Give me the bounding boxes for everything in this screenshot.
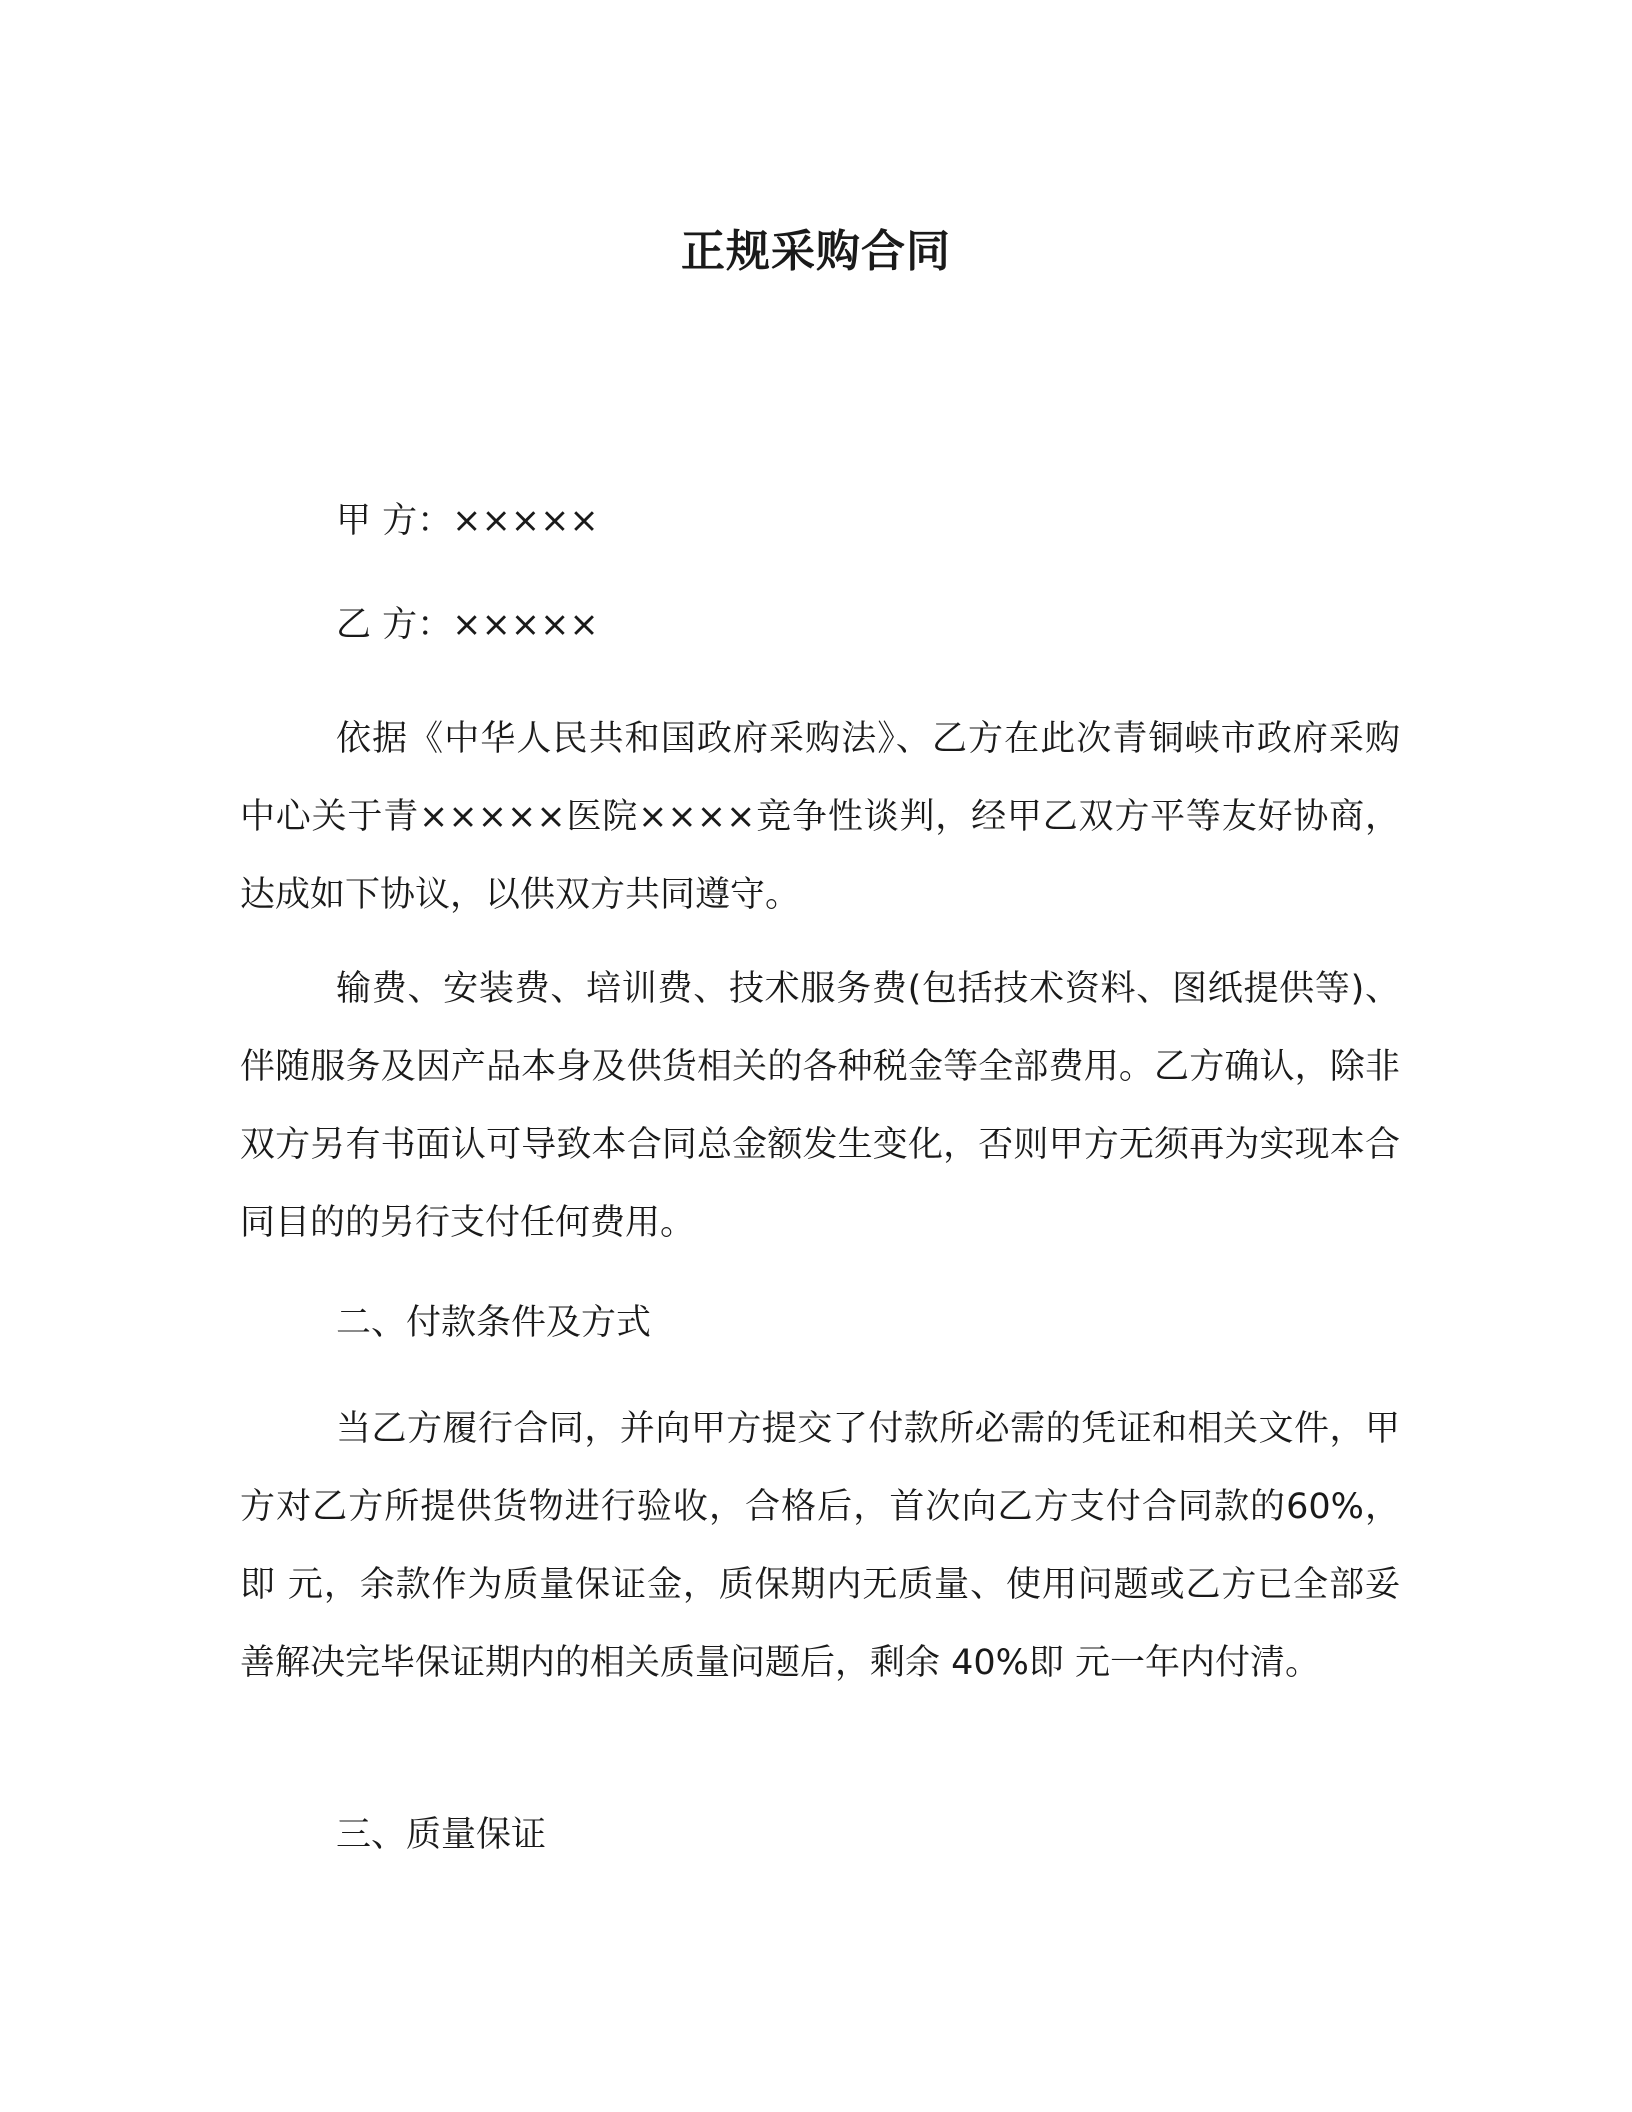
document-title: 正规采购合同 [681,226,951,277]
fees-paragraph: 输费、安装费、培训费、技术服务费(包括技术资料、图纸提供等)、伴随服务及因产品本身及供货相关的各种税金等全部费用。乙方确认，除非双方另有书面认可导致本合同总金额发生变化，否则甲方无须再为实现本合同目的的另行支付任何费用。 [240,969,1400,1243]
section-heading-payment: 二、付款条件及方式 [336,1303,652,1343]
section-heading-quality: 三、质量保证 [336,1815,547,1855]
payment-paragraph: 当乙方履行合同，并向甲方提交了付款所必需的凭证和相关文件，甲方对乙方所提供货物进行验收，合格后，首次向乙方支付合同款的60%，即 元，余款作为质量保证金，质保期内无质量、使用问题或乙方已全部妥善解决完毕保证期内的相关质量问题后，剩余 40%即 元一年内付清。 [240,1409,1400,1683]
party-a-line: 甲 方：××××× [336,501,599,541]
preamble-paragraph: 依据《中华人民共和国政府采购法》、乙方在此次青铜峡市政府采购中心关于青×××××医院××××竞争性谈判，经甲乙双方平等友好协商，达成如下协议，以供双方共同遵守。 [240,719,1400,915]
party-b-line: 乙 方：××××× [336,605,599,645]
